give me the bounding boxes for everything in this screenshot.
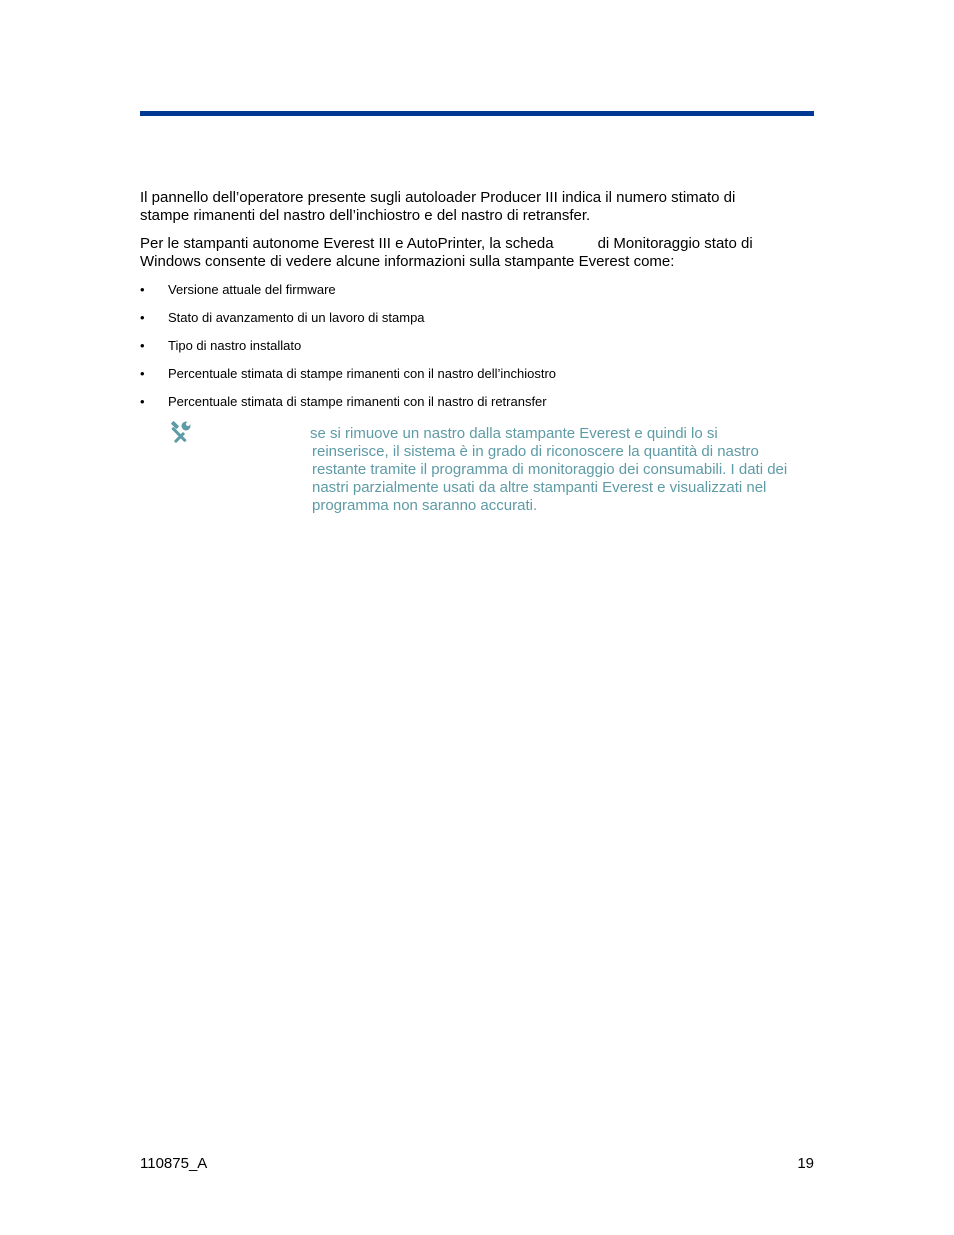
bullet-glyph: • — [140, 394, 145, 409]
list-item — [140, 281, 820, 309]
list-item-text: Percentuale stimata di stampe rimanenti con il nastro dell’inchiostro — [168, 366, 557, 381]
list-item — [140, 309, 820, 337]
tools-icon — [168, 421, 192, 443]
note-line: programma non saranno accurati. — [312, 497, 538, 514]
list-item — [140, 365, 820, 393]
list-item-text: Tipo di nastro installato — [168, 338, 302, 353]
note-text — [310, 425, 815, 515]
page-number: 19 — [797, 1155, 814, 1172]
intro-line-2: stampe rimanenti del nastro dell’inchiostro e del nastro di retransfer. — [140, 207, 591, 224]
intro-line-1: Il pannello dell’operatore presente sugli autoloader Producer III indica il numero stimato di — [140, 189, 736, 206]
bullet-glyph: • — [140, 310, 145, 325]
document-number: 110875_A — [140, 1155, 208, 1172]
bullet-glyph: • — [140, 282, 145, 297]
note-line: restante tramite il programma di monitoraggio dei consumabili. I dati dei — [312, 461, 788, 478]
list-item — [140, 393, 820, 421]
list-item-text: Versione attuale del firmware — [168, 282, 336, 297]
note-line: nastri parzialmente usati da altre stampanti Everest e visualizzati nel — [312, 479, 767, 496]
header-rule — [140, 111, 814, 116]
list-item — [140, 337, 820, 365]
second-line-2: Windows consente di vedere alcune informazioni sulla stampante Everest come: — [140, 253, 675, 270]
second-paragraph — [140, 235, 820, 271]
note-line: reinserisce, il sistema è in grado di riconoscere la quantità di nastro — [312, 443, 759, 460]
feature-list — [140, 281, 820, 421]
list-item-text: Percentuale stimata di stampe rimanenti con il nastro di retransfer — [168, 394, 547, 409]
bullet-glyph: • — [140, 338, 145, 353]
list-item-text: Stato di avanzamento di un lavoro di stampa — [168, 310, 425, 325]
bullet-glyph: • — [140, 366, 145, 381]
second-line-1b: di Monitoraggio stato di — [597, 235, 753, 252]
second-line-1a: Per le stampanti autonome Everest III e AutoPrinter, la scheda — [140, 235, 554, 252]
note-line: se si rimuove un nastro dalla stampante Everest e quindi lo si — [310, 425, 718, 442]
intro-paragraph — [140, 189, 820, 225]
